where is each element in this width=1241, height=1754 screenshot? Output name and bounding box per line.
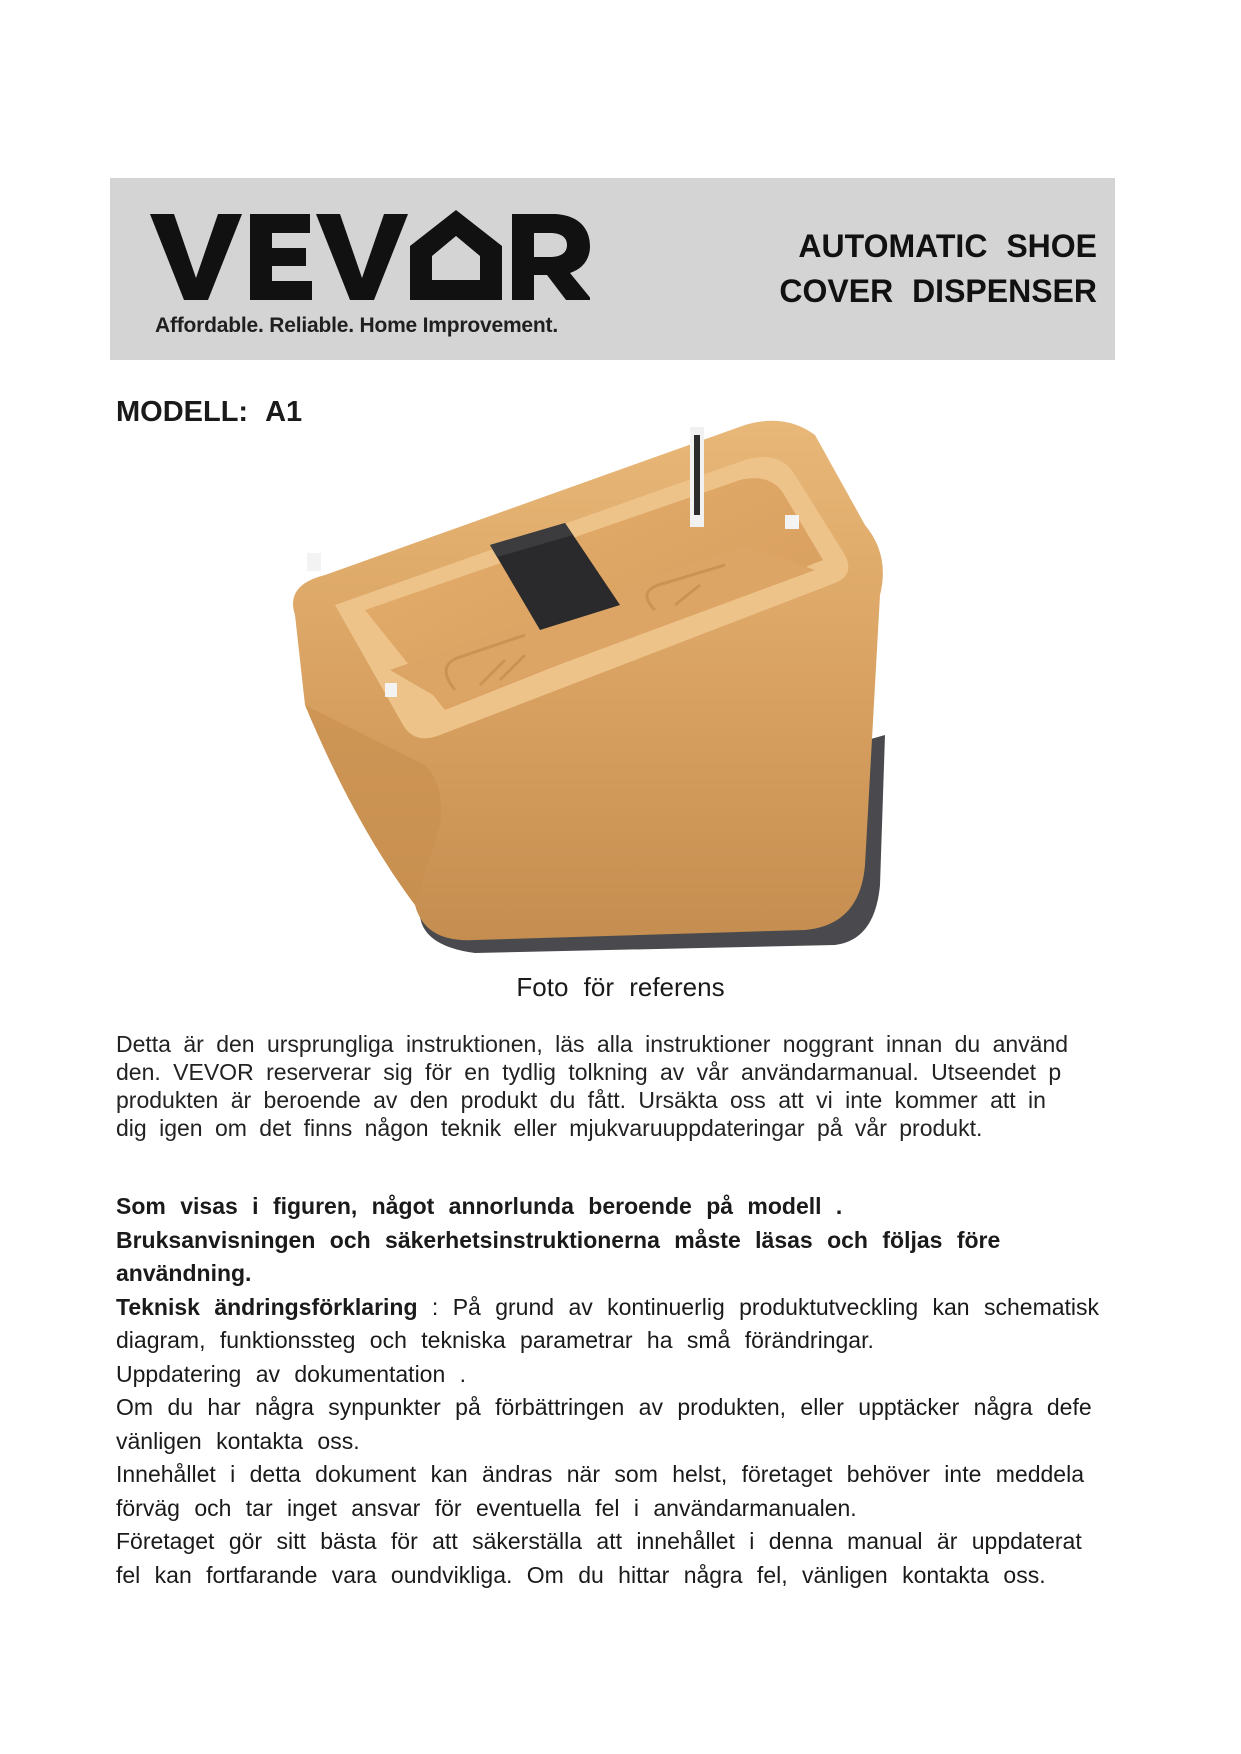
- intro-line: den. VEVOR reserverar sig för en tydlig tolkning av vår användarmanual. Utseendet p: [116, 1059, 1062, 1085]
- vevor-logo: [150, 206, 590, 346]
- model-label: MODELL: A1: [116, 396, 303, 428]
- note-line: Företaget gör sitt bästa för att säkerställa att innehållet i denna manual är uppdaterat: [116, 1528, 1082, 1554]
- note-model-variation: Som visas i figuren, något annorlunda beroende på modell .: [116, 1193, 843, 1219]
- note-instructions: Bruksanvisningen och säkerhetsinstruktionerna måste läsas och följas före: [116, 1226, 1001, 1253]
- photo-caption: Foto för referens: [516, 972, 725, 1002]
- header-band: [110, 178, 1115, 360]
- intro-line: dig igen om det finns någon teknik eller mjukvaruuppdateringar på vår produkt.: [116, 1115, 983, 1141]
- vevor-logo-wordmark: [150, 206, 590, 306]
- note-line: vänligen kontakta oss.: [116, 1427, 360, 1454]
- title-line-2: COVER DISPENSER: [779, 273, 1097, 309]
- notes-section: [116, 1190, 1206, 1592]
- note-line: Om du har några synpunkter på förbättringen av produkten, eller upptäcker några defe: [116, 1394, 1092, 1420]
- note-line: Uppdatering av dokumentation .: [116, 1360, 467, 1387]
- note-instructions-cont: användning.: [116, 1260, 252, 1286]
- note-line: förväg och tar inget ansvar för eventuella fel i användarmanualen.: [116, 1494, 857, 1521]
- note-line: Innehållet i detta dokument kan ändras när som helst, företaget behöver inte meddela: [116, 1461, 1084, 1487]
- document-title: [779, 224, 1097, 314]
- intro-line: produkten är beroende av den produkt du fått. Ursäkta oss att vi inte kommer att in: [116, 1087, 1046, 1113]
- tech-change-text: : På grund av kontinuerlig produktutveckling kan schematisk: [417, 1293, 1100, 1320]
- tech-change-label: Teknisk ändringsförklaring: [116, 1293, 418, 1320]
- logo-tagline: Affordable. Reliable. Home Improvement.: [155, 314, 558, 337]
- note-line: fel kan fortfarande vara oundvikliga. Om du hittar några fel, vänligen kontakta oss.: [116, 1561, 1046, 1588]
- intro-paragraph: [116, 1030, 1206, 1142]
- title-line-1: AUTOMATIC SHOE: [798, 228, 1097, 264]
- intro-line: Detta är den ursprungliga instruktionen, läs alla instruktioner noggrant innan du använd: [116, 1031, 1069, 1057]
- note-tech-change: [116, 1291, 1206, 1325]
- note-line: diagram, funktionssteg och tekniska parametrar ha små förändringar.: [116, 1327, 874, 1353]
- product-photo: [275, 405, 975, 975]
